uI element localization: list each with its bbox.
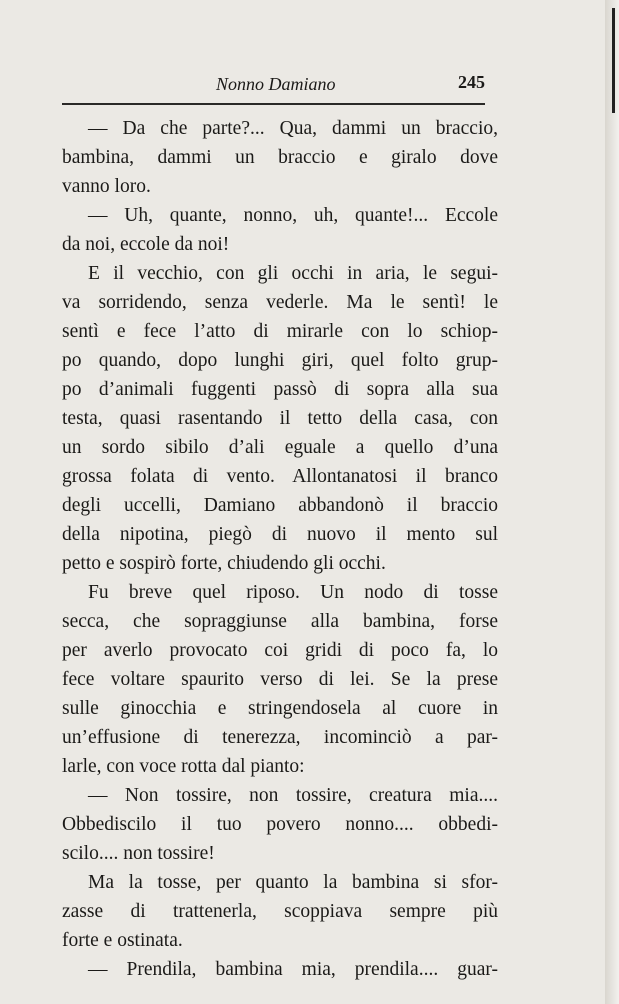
page-number: 245 bbox=[458, 72, 485, 92]
text-line: da noi, eccole da noi! bbox=[62, 234, 230, 255]
running-title: Nonno Damiano bbox=[216, 74, 336, 94]
text-line: — Uh, quante, nonno, uh, quante!... Eccole bbox=[88, 205, 498, 226]
text-line: po quando, dopo lunghi giri, quel folto grup- bbox=[62, 350, 498, 371]
text-line: fece voltare spaurito verso di lei. Se la prese bbox=[62, 669, 498, 690]
text-line: un’effusione di tenerezza, incominciò a par- bbox=[62, 727, 498, 748]
text-line: E il vecchio, con gli occhi in aria, le segui- bbox=[88, 263, 498, 284]
text-line: grossa folata di vento. Allontanatosi il branco bbox=[62, 466, 498, 487]
text-line: un sordo sibilo d’ali eguale a quello d’una bbox=[62, 437, 498, 458]
text-line: bambina, dammi un braccio e giralo dove bbox=[62, 147, 498, 168]
text-line: sentì e fece l’atto di mirarle con lo schiop- bbox=[62, 321, 498, 342]
text-line: po d’animali fuggenti passò di sopra alla sua bbox=[62, 379, 498, 400]
text-line: petto e sospirò forte, chiudendo gli occhi. bbox=[62, 553, 386, 574]
edge-mark bbox=[612, 8, 615, 113]
page-edge bbox=[605, 0, 619, 1004]
body-text bbox=[62, 114, 498, 980]
text-line: Fu breve quel riposo. Un nodo di tosse bbox=[88, 582, 498, 603]
text-line: Obbediscilo il tuo povero nonno.... obbedi- bbox=[62, 814, 498, 835]
text-line: forte e ostinata. bbox=[62, 930, 183, 951]
text-line: — Da che parte?... Qua, dammi un braccio, bbox=[88, 118, 498, 139]
text-line: testa, quasi rasentando il tetto della casa, con bbox=[62, 408, 498, 429]
text-line: sulle ginocchia e stringendosela al cuore in bbox=[62, 698, 498, 719]
text-line: degli uccelli, Damiano abbandonò il braccio bbox=[62, 495, 498, 516]
text-line: della nipotina, piegò di nuovo il mento sul bbox=[62, 524, 498, 545]
text-line: secca, che sopraggiunse alla bambina, forse bbox=[62, 611, 498, 632]
text-line: zasse di trattenerla, scoppiava sempre più bbox=[62, 901, 498, 922]
text-line: va sorridendo, senza vederle. Ma le sentì! le bbox=[62, 292, 498, 313]
text-line: Ma la tosse, per quanto la bambina si sfor- bbox=[88, 872, 498, 893]
text-line: scilo.... non tossire! bbox=[62, 843, 215, 864]
text-line: — Non tossire, non tossire, creatura mia.... bbox=[88, 785, 498, 806]
text-line: vanno loro. bbox=[62, 176, 151, 197]
page-header bbox=[62, 70, 485, 106]
text-line: per averlo provocato coi gridi di poco fa, lo bbox=[62, 640, 498, 661]
header-rule bbox=[62, 103, 485, 105]
text-line: larle, con voce rotta dal pianto: bbox=[62, 756, 305, 777]
text-line: — Prendila, bambina mia, prendila.... guar- bbox=[88, 959, 498, 980]
